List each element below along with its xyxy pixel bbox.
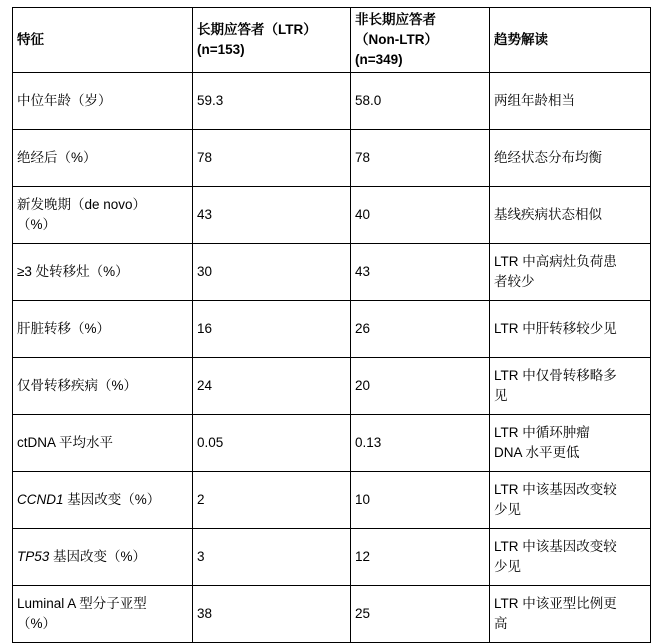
non-ltr-value-cell: 40 [351, 187, 490, 244]
ltr-value-cell: 59.3 [193, 73, 351, 130]
feature-label: 肝脏转移（%） [17, 321, 111, 336]
table-row [13, 358, 651, 415]
trend-cell: 绝经状态分布均衡 [490, 130, 651, 187]
feature-cell [13, 529, 193, 586]
feature-label: 新发晚期（de novo） （%） [17, 197, 147, 232]
feature-label: 绝经后（%） [17, 150, 97, 165]
feature-cell [13, 358, 193, 415]
ltr-value-cell: 43 [193, 187, 351, 244]
feature-label: ctDNA 平均水平 [17, 435, 114, 450]
table-row [13, 529, 651, 586]
non-ltr-value-cell: 78 [351, 130, 490, 187]
header-non-ltr: 非长期应答者 （Non-LTR） (n=349) [351, 8, 490, 73]
ltr-value-cell: 38 [193, 586, 351, 643]
trend-cell: 基线疾病状态相似 [490, 187, 651, 244]
trend-cell: LTR 中仅骨转移略多 见 [490, 358, 651, 415]
feature-label: 基因改变（%） [63, 492, 161, 507]
feature-cell [13, 472, 193, 529]
non-ltr-value-cell: 25 [351, 586, 490, 643]
trend-cell: LTR 中高病灶负荷患 者较少 [490, 244, 651, 301]
feature-cell [13, 130, 193, 187]
table-header-row [13, 8, 651, 73]
feature-cell [13, 586, 193, 643]
header-trend: 趋势解读 [490, 8, 651, 73]
feature-label: 基因改变（%） [49, 549, 147, 564]
table-row [13, 244, 651, 301]
feature-cell [13, 187, 193, 244]
feature-cell [13, 301, 193, 358]
ltr-value-cell: 24 [193, 358, 351, 415]
feature-cell [13, 73, 193, 130]
trend-cell: LTR 中肝转移较少见 [490, 301, 651, 358]
trend-cell: LTR 中循环肿瘤 DNA 水平更低 [490, 415, 651, 472]
non-ltr-value-cell: 0.13 [351, 415, 490, 472]
table-row [13, 73, 651, 130]
table-row [13, 187, 651, 244]
header-feature: 特征 [13, 8, 193, 73]
ltr-value-cell: 0.05 [193, 415, 351, 472]
feature-label: Luminal A 型分子亚型 （%） [17, 596, 147, 631]
table-row [13, 472, 651, 529]
table-row [13, 301, 651, 358]
non-ltr-value-cell: 20 [351, 358, 490, 415]
non-ltr-value-cell: 58.0 [351, 73, 490, 130]
trend-cell: LTR 中该基因改变较 少见 [490, 472, 651, 529]
table-body [13, 73, 651, 643]
non-ltr-value-cell: 12 [351, 529, 490, 586]
gene-name: TP53 [17, 549, 50, 564]
trend-cell: 两组年龄相当 [490, 73, 651, 130]
ltr-value-cell: 30 [193, 244, 351, 301]
ltr-value-cell: 3 [193, 529, 351, 586]
feature-cell [13, 415, 193, 472]
non-ltr-value-cell: 10 [351, 472, 490, 529]
ltr-value-cell: 78 [193, 130, 351, 187]
header-ltr: 长期应答者（LTR） (n=153) [193, 8, 351, 73]
feature-label: 中位年龄（岁） [17, 93, 112, 108]
ltr-value-cell: 16 [193, 301, 351, 358]
feature-cell [13, 244, 193, 301]
ltr-value-cell: 2 [193, 472, 351, 529]
feature-label: 仅骨转移疾病（%） [17, 378, 138, 393]
table-row [13, 415, 651, 472]
gene-name: CCND1 [17, 492, 64, 507]
comparison-table [12, 7, 651, 643]
table-row [13, 586, 651, 643]
trend-cell: LTR 中该基因改变较 少见 [490, 529, 651, 586]
feature-label: ≥3 处转移灶（%） [17, 264, 129, 279]
non-ltr-value-cell: 26 [351, 301, 490, 358]
trend-cell: LTR 中该亚型比例更 高 [490, 586, 651, 643]
non-ltr-value-cell: 43 [351, 244, 490, 301]
table-row [13, 130, 651, 187]
